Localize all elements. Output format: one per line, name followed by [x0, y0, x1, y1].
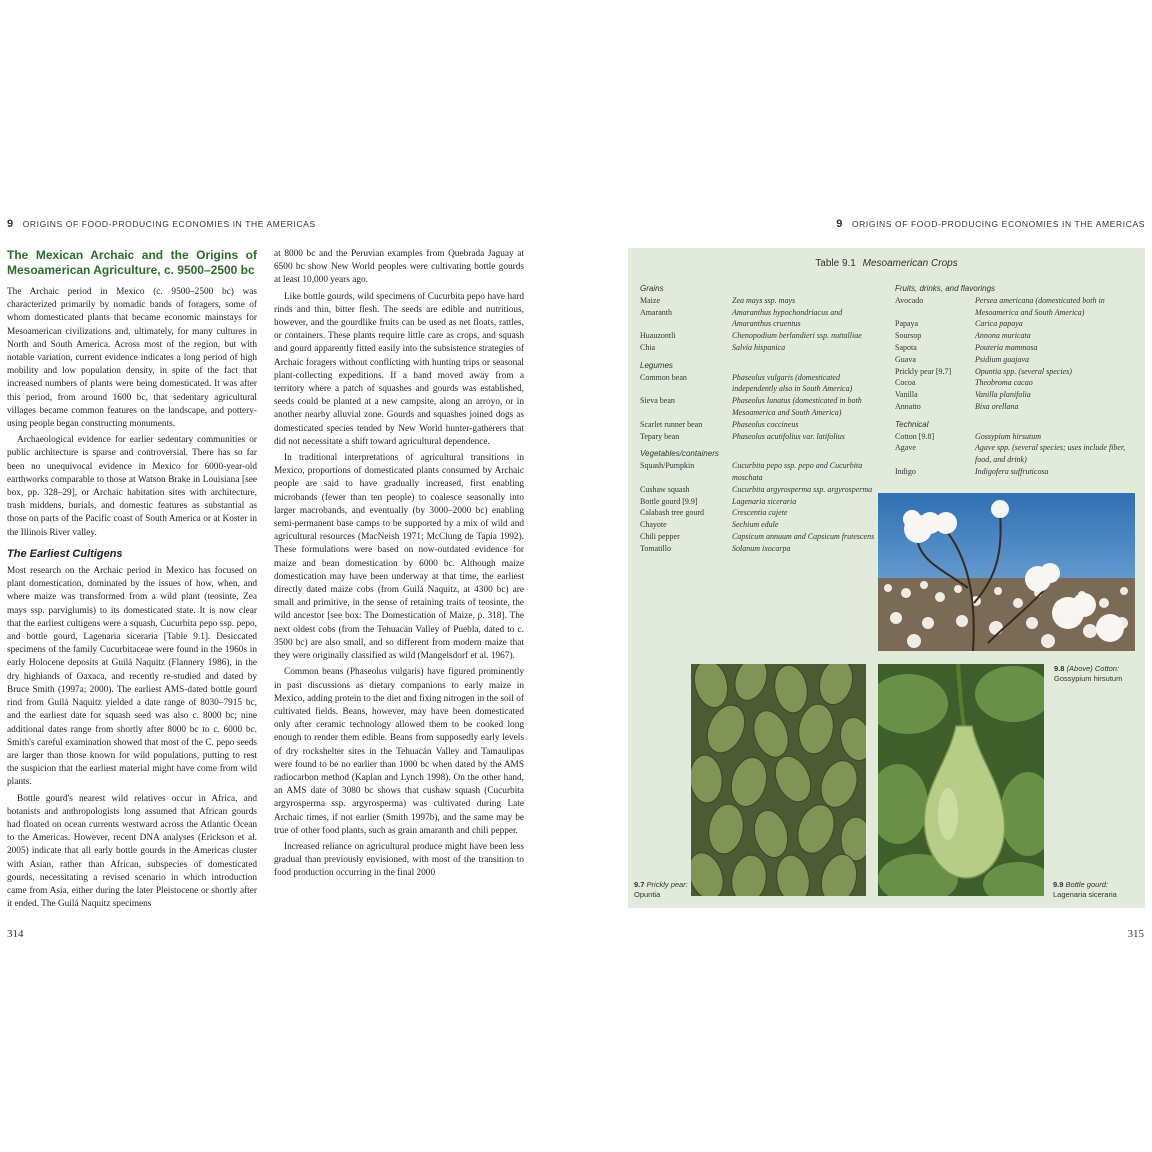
table-row	[895, 442, 1135, 466]
crop-common-name: Sieva bean	[640, 396, 675, 406]
crop-scientific-name: Phaseolus coccineus	[732, 419, 799, 429]
crop-scientific-name: Cucurbita argyrosperma ssp. argyrosperma	[732, 484, 873, 494]
table-row	[895, 318, 1135, 330]
table-caption	[628, 258, 1145, 269]
crop-scientific-name: Crescentia cujete	[732, 508, 788, 518]
body-paragraph: Like bottle gourds, wild specimens of Cucurbita pepo have hard rinds and thin, bitter flesh. The seeds are edible and nutritious, however, and the gourdlike fruits can be used as net floats, rattles, or containers. These plants require little care as crops, and squash and gourd apparently fitted easily into the subsistence strategies of Archaic foragers without conflicting with hunting trips or seasonal plant-collecting expeditions. If a band moved away from a territory where a patch of squashes and gourds was established, seeds could be planted at a new campsite, along an arroyo, or in another nearby alluvial zone. Gourds and squashes joined dogs as domesticated species tended by New World hunter-gatherers that did not necessitate a shift toward agricultural dependence.	[274, 291, 524, 447]
crop-scientific-name: Pouteria mammosa	[975, 342, 1038, 352]
table-row	[895, 366, 1135, 378]
prickly-pear-photo	[691, 664, 866, 896]
crop-common-name: Huauzontli	[640, 331, 676, 341]
table-row	[895, 342, 1135, 354]
table-row	[640, 543, 880, 555]
table-group-heading: Fruits, drinks, and flavorings	[895, 284, 996, 293]
chapter-number: 9	[836, 218, 843, 230]
figure-caption-prickly-pear	[634, 880, 689, 900]
crop-common-name: Maize	[640, 295, 660, 305]
body-paragraph: The Archaic period in Mexico (c. 9500–2500 bc) was characterized primarily by nomadic bands of foragers, some of whom domesticated plants that became economic mainstays for Mesoamerican civilizations and, ultimately, for many cultures in North and South America. Across most of the region, but with notable variation, current evidence indicates a long period of high mobility and low population density, in spite of the fact that increased numbers of plants were being domesticated. It was after this period, from around 1600 bc, that sedentary agricultural villages became common features on the landscape, and pottery-using people began constructing monuments.	[7, 287, 257, 430]
table-row	[640, 372, 880, 396]
table-row	[640, 484, 880, 496]
figure-species: Lagenaria siceraria	[1053, 890, 1117, 899]
table-row	[640, 507, 880, 519]
table-row	[895, 431, 1135, 443]
table-group-heading: Technical	[895, 419, 929, 429]
crop-common-name: Chia	[640, 342, 656, 352]
crop-common-name: Calabash tree gourd	[640, 508, 704, 518]
table-row	[640, 295, 880, 307]
chapter-title: ORIGINS OF FOOD-PRODUCING ECONOMIES IN THE AMERICAS	[851, 219, 1145, 229]
crop-common-name: Annatto	[895, 401, 921, 411]
crop-scientific-name: Chenopodium berlandieri ssp. nuttalliae	[732, 331, 862, 341]
figure-title: (Above) Cotton:	[1066, 664, 1120, 673]
figure-title: Bottle gourd:	[1065, 880, 1109, 889]
crop-scientific-name: Phaseolus vulgaris (domesticated independently also in South America)	[732, 372, 853, 394]
running-head-left	[7, 218, 316, 230]
crop-common-name: Vanilla	[895, 390, 918, 400]
cotton-photo	[878, 493, 1135, 651]
figure-number: 9.7	[634, 880, 645, 889]
crop-scientific-name: Salvia hispanica	[732, 342, 786, 352]
crop-scientific-name: Amaranthus hypochondriacus and Amaranthus cruentus	[732, 307, 843, 329]
table-row	[640, 419, 880, 431]
subsection-title: The Earliest Cultigens	[7, 547, 123, 560]
table-row	[895, 389, 1135, 401]
table-label: Table 9.1	[815, 258, 856, 269]
figure-species: Opuntia	[634, 890, 661, 899]
crop-scientific-name: Bixa orellana	[975, 401, 1019, 411]
crop-common-name: Bottle gourd [9.9]	[640, 496, 698, 506]
bottle-gourd-photo	[878, 664, 1044, 896]
table-row	[640, 307, 880, 331]
crop-scientific-name: Capsicum annuum and Capsicum frutescens	[732, 531, 875, 541]
body-paragraph: In traditional interpretations of agricultural transitions in Mexico, proportions of domesticated plants consumed by Archaic people are said to have gradually increased, first enabling microbands (fewer than ten people) to coalesce seasonally into larger macrobands, and eventually (by 3000–2000 bc) enabling semi-permanent base camps to be supported by a mix of wild and agricultural resources (MacNeish 1971; McClung de Tapia 1992). These formulations were based on now-outdated evidence for maize and bean domestication by 6000 bc. Although maize domestication may have been underway at that time, the earliest directly dated maize cobs (from Guilá Naquitz, at 4300 bc) are small and primitive, in the sense of retaining traits of teosinte, the wild ancestor [see box: The Domestication of Maize, p. 318]. The next oldest cobs (from the Tehuacán Valley of Puebla, dated to c. 3500 bc) are also small, and so different from modern maize that they were originally classified as wild (Mangelsdorf et al. 1967).	[274, 453, 524, 662]
left-page-column-1	[7, 248, 257, 914]
crop-common-name: Indigo	[895, 466, 916, 476]
crop-common-name: Agave	[895, 443, 916, 453]
page-number-right: 315	[1127, 928, 1144, 940]
table-row	[640, 531, 880, 543]
crop-common-name: Papaya	[895, 319, 919, 329]
figure-number: 9.9	[1053, 880, 1064, 889]
crops-column-left	[640, 283, 880, 555]
crop-scientific-name: Cucurbita pepo ssp. pepo and Cucurbita moschata	[732, 461, 863, 482]
figure-caption-bottle-gourd	[1053, 880, 1143, 900]
crop-scientific-name: Gossypium hirsutum	[975, 431, 1042, 441]
crop-scientific-name: Solanum ixocarpa	[732, 543, 791, 553]
table-row	[895, 330, 1135, 342]
figure-title: Prickly pear:	[646, 880, 688, 889]
crop-common-name: Chili pepper	[640, 531, 680, 541]
crop-common-name: Scarlet runner bean	[640, 419, 703, 429]
table-row	[640, 519, 880, 531]
crops-column-right	[895, 283, 1135, 478]
crop-scientific-name: Annona muricata	[975, 331, 1031, 341]
table-row	[640, 395, 880, 419]
table-row	[895, 295, 1135, 319]
crop-common-name: Amaranth	[640, 307, 672, 317]
table-row	[640, 496, 880, 508]
figure-caption-cotton	[1054, 664, 1144, 684]
figure-number: 9.8	[1054, 664, 1065, 673]
crop-scientific-name: Indigofera suffruticosa	[975, 466, 1049, 476]
crop-scientific-name: Carica papaya	[975, 319, 1023, 329]
crop-common-name: Avocado	[895, 295, 924, 305]
crop-scientific-name: Phaseolus acutifolius var. latifolius	[732, 431, 845, 441]
crop-common-name: Cushaw squash	[640, 484, 690, 494]
body-paragraph: Increased reliance on agricultural produce might have been less gradual than previously envisioned, with most of the transition to food production occurring in the final 2000	[274, 841, 524, 879]
crop-scientific-name: Vanilla planifolia	[975, 390, 1031, 400]
crop-common-name: Common bean	[640, 372, 687, 382]
crop-scientific-name: Psidium guajava	[975, 354, 1029, 364]
crop-common-name: Tepary bean	[640, 431, 680, 441]
table-title: Mesoamerican Crops	[862, 258, 958, 269]
table-row	[640, 342, 880, 354]
crop-scientific-name: Phaseolus lunatus (domesticated in both Mesoamerica and South America)	[732, 396, 862, 417]
table-panel	[628, 248, 1145, 908]
table-row	[895, 401, 1135, 413]
crop-common-name: Prickly pear [9.7]	[895, 366, 952, 376]
body-paragraph: Bottle gourd's nearest wild relatives occur in Africa, and botanists and anthropologists long assumed that African gourds had floated on ocean currents westward across the Atlantic Ocean to the Americas. However, recent DNA analyses (Erickson et al. 2005) indicate that all early bottle gourds in the Americas cluster with Asian, rather than African, subspecies of domesticated gourds, necessitating a revised scenario in which introduction came from Asia, either during the later Pleistocene or shortly after it ended. The Guilá Naquitz specimens	[7, 793, 257, 910]
table-row	[640, 330, 880, 342]
body-paragraph: at 8000 bc and the Peruvian examples from Quebrada Jaguay at 6500 bc show New World peoples were cultivating bottle gourds at least 10,000 years ago.	[274, 249, 524, 286]
crop-scientific-name: Persea americana (domesticated both in Mesoamerica and South America)	[975, 295, 1105, 317]
crop-scientific-name: Theobroma cacao	[975, 378, 1033, 388]
table-row	[895, 377, 1135, 389]
table-group-heading: Vegetables/containers	[640, 449, 719, 459]
body-paragraph: Common beans (Phaseolus vulgaris) have figured prominently in past discussions as dietary companions to early maize in Mexico, adding protein to the diet and fixing nitrogen in the soil of cultivated fields. Beans, however, may have been domesticated only after ceramic technology allowed them to be cooked long enough to render them edible. Beans from supposedly early levels of dry rockshelter sites in the Tehuacán Valley and Tamaulipas were found to be no earlier than 1000 bc when dated by the AMS radiocarbon method (Kaplan and Lynch 1998). On the other hand, an AMS date of 3080 bc shows that cushaw squash (Cucurbita argyrosperma ssp. argyrosperma) was cultivated during Late Archaic times, if not earlier (Smith 1997b), and the same may be true of other food plants, such as grain amaranth and chili pepper.	[274, 667, 524, 836]
crop-common-name: Chayote	[640, 520, 667, 530]
section-title: The Mexican Archaic and the Origins of Mesoamerican Agriculture, c. 9500–2500 bc	[7, 248, 257, 277]
body-paragraph: Most research on the Archaic period in Mexico has focused on plant domestication, dominated by the issues of how, when, and where maize was transformed from a wild plant (teosinte, Zea mays ssp. parviglumis) to its domesticated state. It is now clear that the earliest cultigens were a squash, Cucurbita pepo ssp. pepo, and bottle gourd, Lagenaria siceraria [Table 9.1]. Desiccated specimens of the family Cucurbitaceae were found in the 1960s in early Holocene deposits at Guilá Naquitz (Flannery 1986), in the dry highlands of Oaxaca, and recently re-studied and dated by Bruce Smith (1997a; 2000). The earliest AMS-dated bottle gourd rind from Guilá Naquitz yielded a date range of 8030–7915 bc, and the earliest date for squash seed was also c. 8000 bc; nine additional dates range from shortly after 8000 bc to c. 6000 bc. Smith's careful examination showed that most of the C. pepo seeds are larger than those known for wild populations, putting to rest the suspicion that the earliest material might have come from wild plants.	[7, 566, 257, 788]
running-head-right	[836, 218, 1145, 230]
crop-common-name: Cocoa	[895, 378, 916, 388]
body-paragraph: Archaeological evidence for earlier sedentary communities or public architecture is sparse and controversial. There has so far been no unequivocal evidence in Mexico for 6000-year-old earthworks comparable to those at Watson Brake in Louisiana [see box, pp. 328–29], or Archaic habitation sites with architecture, trash middens, burials, and domestic features as substantial as those on parts of the Pacific coast of South America or at Koster in the Illinois River valley.	[7, 435, 257, 538]
crop-scientific-name: Zea mays ssp. mays	[732, 295, 796, 305]
crop-common-name: Soursop	[895, 331, 922, 341]
crop-common-name: Cotton [9.8]	[895, 431, 935, 441]
crop-scientific-name: Agave spp. (several species; uses include fiber, food, and drink)	[975, 443, 1126, 465]
table-row	[895, 466, 1135, 478]
table-row	[895, 354, 1135, 366]
chapter-number: 9	[7, 218, 14, 230]
table-group-heading: Grains	[640, 284, 664, 293]
crop-scientific-name: Sechium edule	[732, 520, 779, 530]
chapter-title: ORIGINS OF FOOD-PRODUCING ECONOMIES IN THE AMERICAS	[22, 219, 316, 229]
crop-common-name: Tomatillo	[640, 543, 671, 553]
crop-scientific-name: Opuntia spp. (several species)	[975, 366, 1072, 376]
table-group-heading: Legumes	[640, 360, 673, 370]
page-number-left: 314	[7, 928, 24, 940]
crop-scientific-name: Lagenaria siceraria	[732, 496, 797, 506]
crop-common-name: Sapota	[895, 342, 917, 352]
table-row	[640, 460, 880, 484]
table-row	[640, 431, 880, 443]
crop-common-name: Squash/Pumpkin	[640, 461, 695, 471]
left-page-column-2	[274, 248, 524, 884]
figure-species: Gossypium hirsutum	[1054, 674, 1123, 683]
crop-common-name: Guava	[895, 354, 916, 364]
